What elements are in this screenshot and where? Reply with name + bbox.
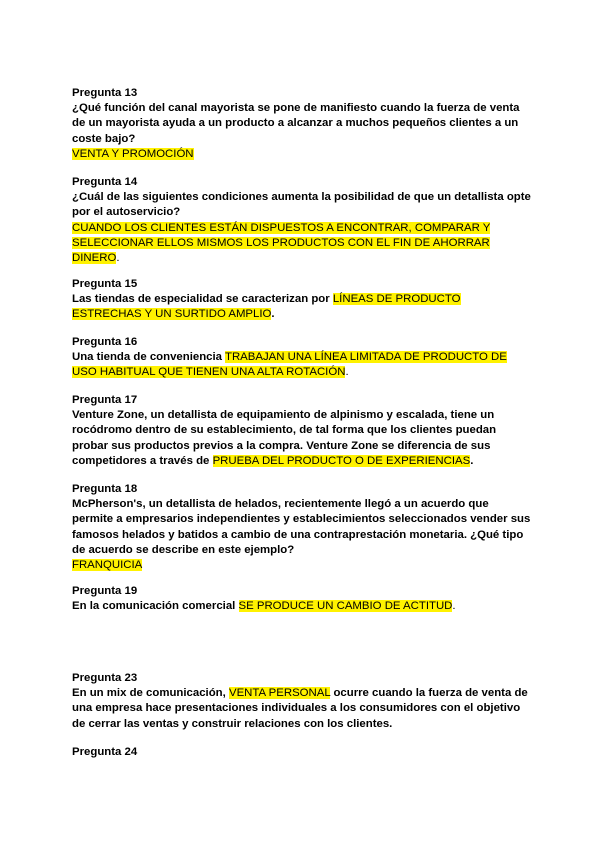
question-23 <box>72 671 532 732</box>
question-13 <box>72 86 532 162</box>
highlighted-answer: TRABAJAN UNA LÍNEA LIMITADA DE PRODUCTO DE USO HABITUAL QUE TIENEN UNA ALTA ROTACIÓN <box>72 351 507 379</box>
question-text: Una tienda de conveniencia <box>72 351 223 364</box>
question-title: Pregunta 14 <box>72 176 138 188</box>
question-title: Pregunta 17 <box>72 394 138 406</box>
question-19: Pregunta 19 En la comunicación comercial SE PRODUCE UN CAMBIO DE ACTITUD. <box>72 584 532 614</box>
highlighted-answer: PRUEBA DEL PRODUCTO O DE EXPERIENCIAS <box>212 454 471 467</box>
question-text: Las tiendas de especialidad se caracterizan por <box>72 293 330 306</box>
question-title: Pregunta 13 <box>72 87 138 99</box>
question-text: McPherson's, un detallista de helados, recientemente llegó a un acuerdo que permite a empresarios independientes y establecimientos seleccionados vender sus famosos helados y batidos a cambio de una contraprestación monetaria. ¿Qué tipo de acuerdo se describe en este ejemplo? <box>72 498 531 556</box>
question-17: Pregunta 17 Venture Zone, un detallista de equipamiento de alpinismo y escalada, tiene un rocódromo dentro de su establecimiento, de tal forma que los clientes puedan probar sus productos previos a la compra. Venture Zone se diferencia de sus competidores a través de PRUEBA DEL PRODUCTO O DE EXPERIENCIAS. <box>72 393 532 469</box>
highlighted-answer: VENTA Y PROMOCIÓN <box>72 147 194 160</box>
question-16: Pregunta 16 Una tienda de conveniencia TRABAJAN UNA LÍNEA LIMITADA DE PRODUCTO DE USO HABITUAL QUE TIENEN UNA ALTA ROTACIÓN. <box>72 335 532 381</box>
question-15: Pregunta 15 Las tiendas de especialidad se caracterizan por LÍNEAS DE PRODUCTO ESTRECHAS Y UN SURTIDO AMPLIO. <box>72 277 532 323</box>
question-18 <box>72 482 532 573</box>
question-text-continued: ocurre cuando la fuerza de venta de una empresa hace presentaciones individuales a los consumidores con el objetivo de cerrar las ventas y construir relaciones con los clientes. <box>72 687 528 730</box>
question-title: Pregunta 18 <box>72 483 138 495</box>
question-24 <box>72 745 532 760</box>
question-title: Pregunta 16 <box>72 336 138 348</box>
question-text: ¿Cuál de las siguientes condiciones aumenta la posibilidad de que un detallista opte por el autoservicio? <box>72 191 531 219</box>
question-title: Pregunta 15 <box>72 278 138 290</box>
question-text: Venture Zone, un detallista de equipamiento de alpinismo y escalada, tiene un rocódromo dentro de su establecimiento, de tal forma que los clientes puedan probar sus productos previos a la compra. Venture Zone se diferencia de sus competidores a través de <box>72 409 497 467</box>
question-title: Pregunta 24 <box>72 746 138 758</box>
highlighted-answer: LÍNEAS DE PRODUCTO ESTRECHAS Y UN SURTIDO AMPLIO <box>72 293 461 321</box>
question-title: Pregunta 23 <box>72 672 138 684</box>
question-14: Pregunta 14 ¿Cuál de las siguientes condiciones aumenta la posibilidad de que un detallista opte por el autoservicio? CUANDO LOS CLIENTES ESTÁN DISPUESTOS A ENCONTRAR, COMPARAR Y SELECCIONAR ELLOS MISMOS LOS PRODUCTOS CON EL FIN DE AHORRAR DINERO. <box>72 176 531 265</box>
question-title: Pregunta 19 <box>72 585 138 597</box>
highlighted-answer: SE PRODUCE UN CAMBIO DE ACTITUD <box>238 600 453 613</box>
question-text: ¿Qué función del canal mayorista se pone de manifiesto cuando la fuerza de venta de un mayorista ayuda a un producto a alcanzar a muchos pequeños clientes a un coste bajo? <box>72 102 520 145</box>
question-text: En un mix de comunicación, <box>72 687 226 700</box>
highlighted-answer: FRANQUICIA <box>72 559 143 572</box>
highlighted-answer: CUANDO LOS CLIENTES ESTÁN DISPUESTOS A ENCONTRAR, COMPARAR Y SELECCIONAR ELLOS MISMOS LOS PRODUCTOS CON EL FIN DE AHORRAR DINERO <box>72 221 491 265</box>
question-text: En la comunicación comercial <box>72 600 236 613</box>
highlighted-answer: VENTA PERSONAL <box>228 687 331 700</box>
